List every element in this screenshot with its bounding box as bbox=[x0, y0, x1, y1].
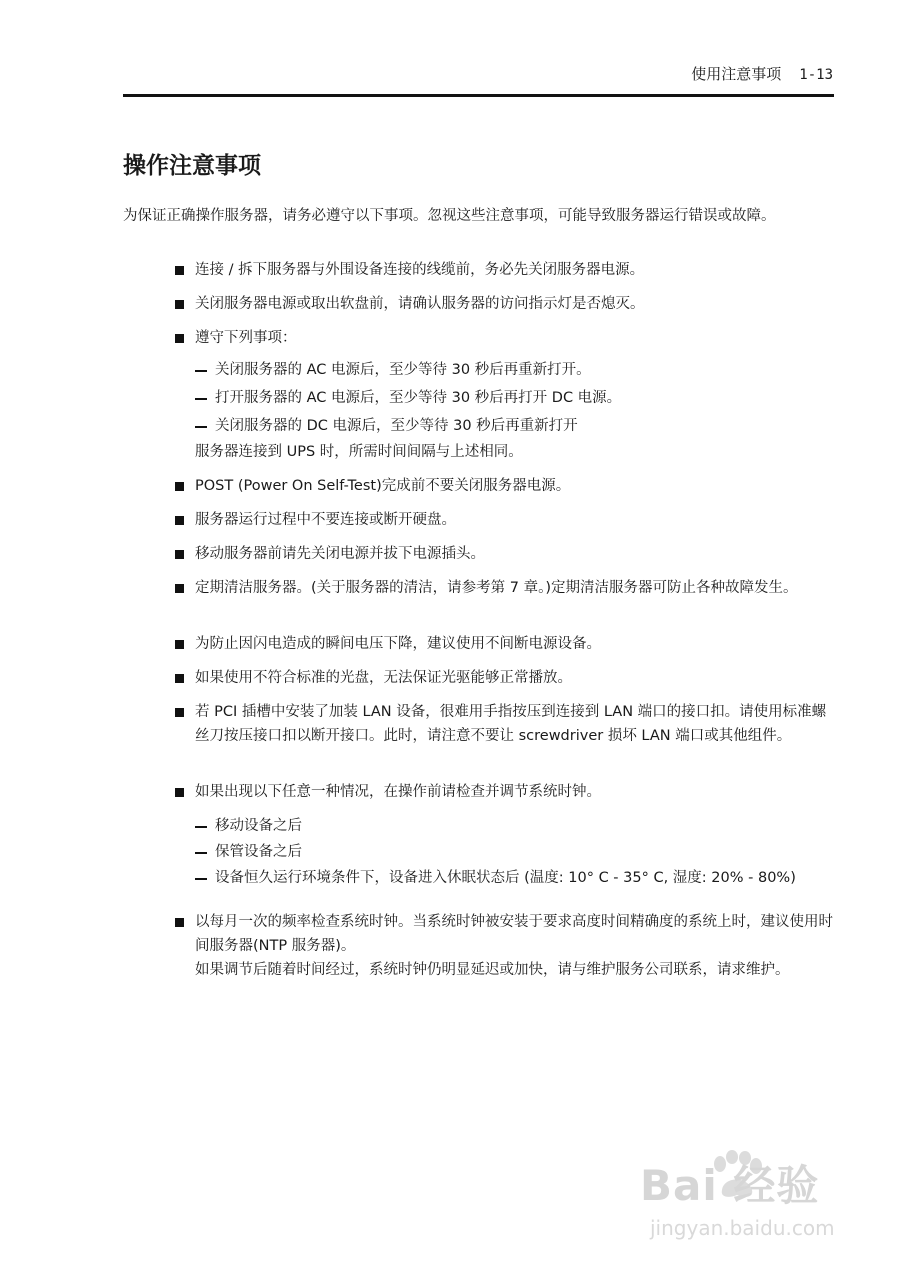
page-title: 操作注意事项 bbox=[123, 153, 261, 179]
bullet-icon bbox=[175, 788, 184, 797]
header-rule bbox=[123, 94, 834, 97]
bullet-icon bbox=[175, 640, 184, 649]
bullet-icon bbox=[175, 918, 184, 927]
dash-icon bbox=[195, 398, 207, 400]
watermark-url: jingyan.baidu.com bbox=[650, 1216, 835, 1240]
bullet-icon bbox=[175, 516, 184, 525]
baidu-watermark bbox=[632, 1150, 872, 1260]
list-item: 遵守下列事项： bbox=[195, 330, 297, 346]
list-item: 服务器运行过程中不要连接或断开硬盘。 bbox=[195, 512, 456, 528]
list-item: 定期清洁服务器。(关于服务器的清洁，请参考第 7 章。)定期清洁服务器可防止各种故障发生。 bbox=[195, 580, 798, 596]
list-item: 若 PCI 插槽中安装了加装 LAN 设备，很难用手指按压到连接到 LAN 端口的接口扣。请使用标准螺丝刀按压接口扣以断开接口。此时，请注意不要让 screwdriver 损坏 LAN 端口或其他组件。 bbox=[195, 704, 827, 744]
list-item: 连接 / 拆下服务器与外围设备连接的线缆前，务必先关闭服务器电源。 bbox=[195, 262, 645, 278]
bullet-icon bbox=[175, 584, 184, 593]
dash-icon bbox=[195, 426, 207, 428]
sub-list-item: 设备恒久运行环境条件下，设备进入休眠状态后 (温度: 10° C - 35° C, 湿度: 20% - 80%) bbox=[215, 870, 796, 886]
sub-list-item: 关闭服务器的 DC 电源后，至少等待 30 秒后再重新打开 bbox=[215, 418, 578, 434]
dash-icon bbox=[195, 826, 207, 828]
dash-icon bbox=[195, 370, 207, 372]
list-item: POST (Power On Self-Test)完成前不要关闭服务器电源。 bbox=[195, 478, 571, 494]
bullet-icon bbox=[175, 674, 184, 683]
page-number: 1-13 bbox=[799, 67, 833, 83]
list-item: 为防止因闪电造成的瞬间电压下降，建议使用不间断电源设备。 bbox=[195, 636, 601, 652]
bullet-icon bbox=[175, 482, 184, 491]
bullet-icon bbox=[175, 266, 184, 275]
page-header bbox=[123, 64, 833, 85]
ups-note: 服务器连接到 UPS 时，所需时间间隔与上述相同。 bbox=[195, 444, 523, 460]
sub-list-item: 保管设备之后 bbox=[215, 844, 302, 860]
clock-note: 如果调节后随着时间经过，系统时钟仍明显延迟或加快，请与维护服务公司联系，请求维护。 bbox=[195, 962, 790, 978]
list-item: 如果使用不符合标准的光盘，无法保证光驱能够正常播放。 bbox=[195, 670, 572, 686]
list-item: 关闭服务器电源或取出软盘前，请确认服务器的访问指示灯是否熄灭。 bbox=[195, 296, 645, 312]
list-item: 如果出现以下任意一种情况，在操作前请检查并调节系统时钟。 bbox=[195, 784, 601, 800]
watermark-brand: Bai 经验 bbox=[640, 1161, 820, 1210]
sub-list-item: 移动设备之后 bbox=[215, 818, 302, 834]
list-item: 移动服务器前请先关闭电源并拔下电源插头。 bbox=[195, 546, 485, 562]
bullet-icon bbox=[175, 550, 184, 559]
list-item: 以每月一次的频率检查系统时钟。当系统时钟被安装于要求高度时间精确度的系统上时，建议使用时间服务器(NTP 服务器)。 bbox=[195, 914, 833, 954]
sub-list-item: 打开服务器的 AC 电源后，至少等待 30 秒后再打开 DC 电源。 bbox=[215, 390, 622, 406]
dash-icon bbox=[195, 878, 207, 880]
bullet-icon bbox=[175, 300, 184, 309]
intro-paragraph: 为保证正确操作服务器，请务必遵守以下事项。忽视这些注意事项，可能导致服务器运行错误或故障。 bbox=[123, 208, 776, 224]
bullet-icon bbox=[175, 708, 184, 717]
sub-list-item: 关闭服务器的 AC 电源后，至少等待 30 秒后再重新打开。 bbox=[215, 362, 591, 378]
bullet-icon bbox=[175, 334, 184, 343]
header-section-title: 使用注意事项 bbox=[691, 65, 782, 83]
dash-icon bbox=[195, 852, 207, 854]
